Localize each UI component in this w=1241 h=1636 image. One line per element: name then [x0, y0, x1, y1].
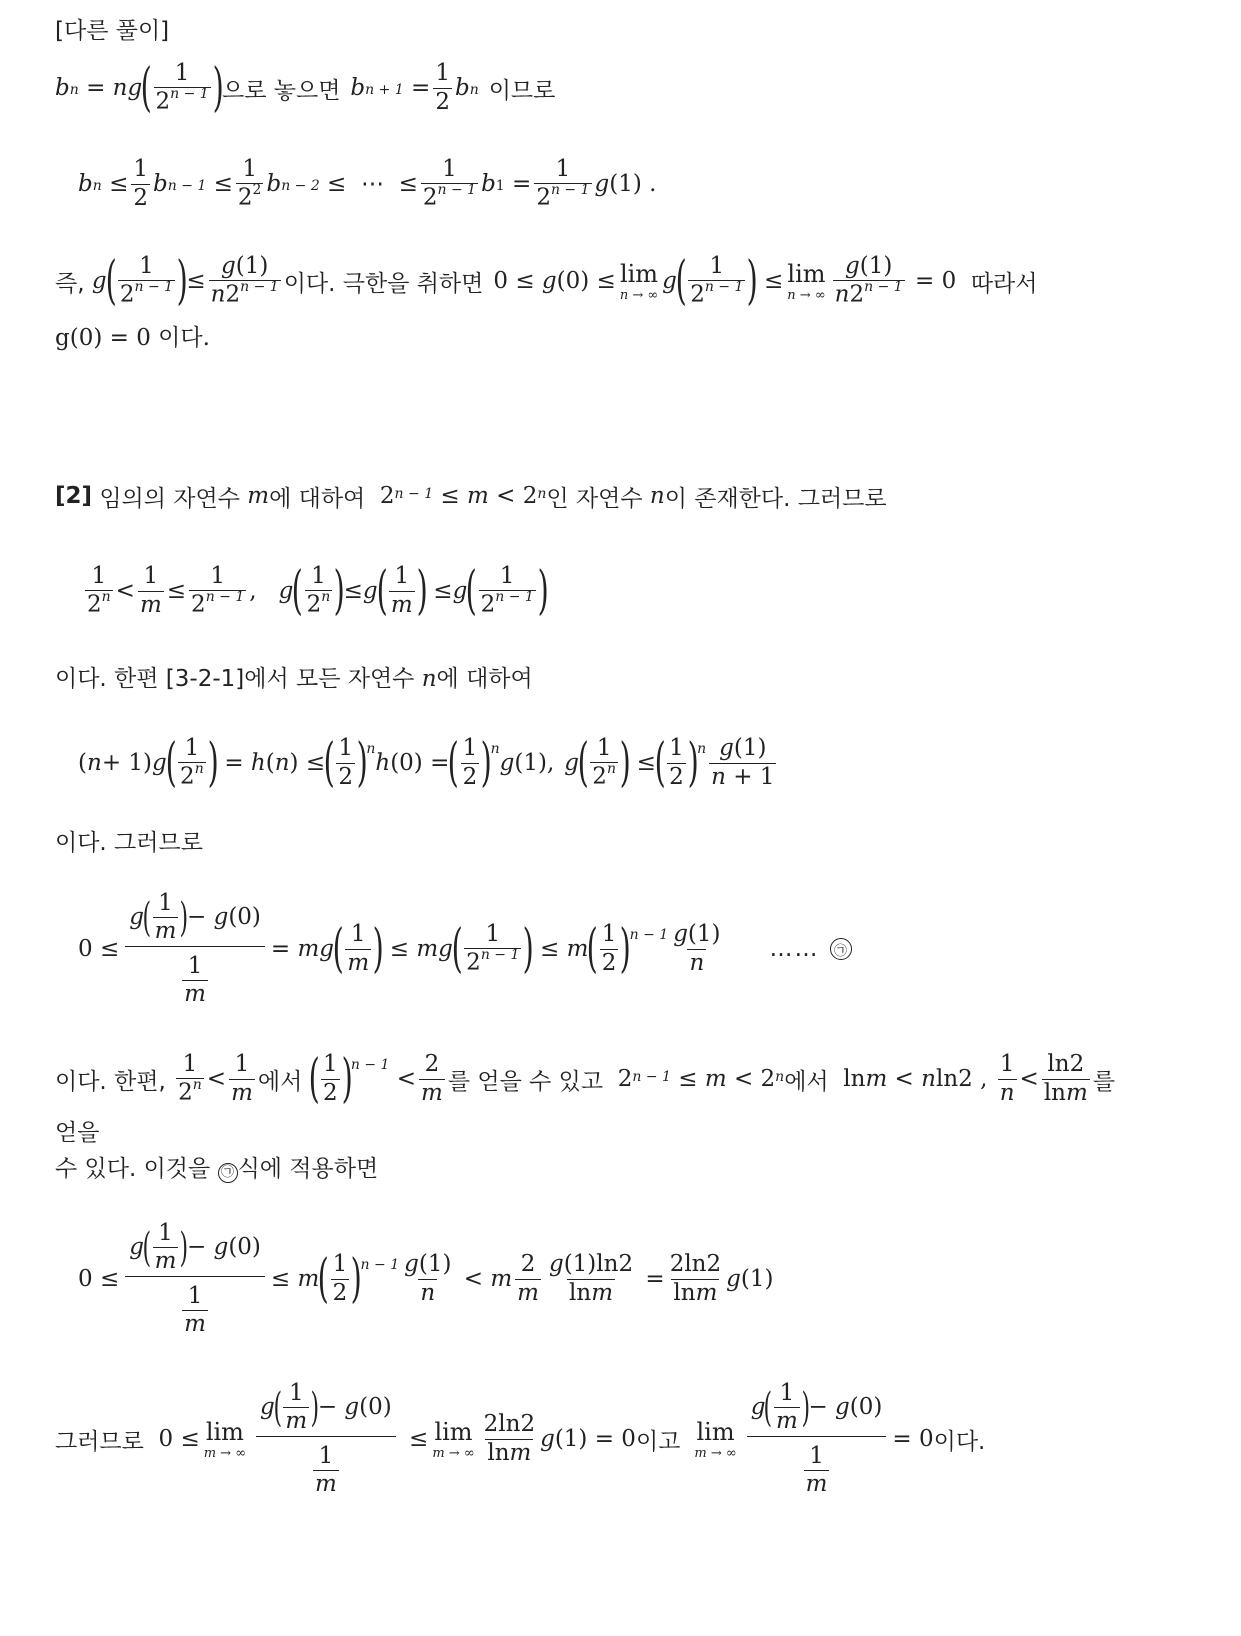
continued-text: 얻을	[55, 1120, 100, 1146]
apply-text: 수 있다. 이것을 ㉠ 식에 적용하면	[55, 1156, 379, 1182]
difference-quotient-line: 0 ≤ g ( $\frac{1}{m}$ ) − g (0) $\frac{1}{m}$ = mg ( $\frac{1}{m}$ ) ≤ mg ( $\frac{1}{2^{n - 1}}$ ) ≤ m ( $\frac{1}{2}$ ) n − 1 $\frac{g(1)}{n}$ …… ㉠	[78, 888, 852, 1010]
marker-circle-label: ㉠	[830, 938, 852, 960]
applied-inequality: 0 ≤ g ( $\frac{1}{m}$ ) − g (0) $\frac{1}{m}$ ≤ m ( $\frac{1}{2}$ ) n − 1 $\frac{g(1)}{n}$ < m $\frac{2}{m}$ $\frac{g(1)\ln 2}{\ln m}$ = $\frac{2\ln 2}{\ln m}$ g (1)	[78, 1219, 774, 1337]
conclusion-line: g(0) = 0 이다.	[55, 325, 210, 351]
final-limit-line: 그러므로 0 ≤ lim m → ∞ g ( $\frac{1}{m}$ ) − g (0) $\frac{1}{m}$ ≤ lim m → ∞ $\frac{2\ln 2}{\ln m}$ g (1) = 0 이고 lim m → ∞ g ( $\frac{1}{m}$ ) − g (0) $\frac{1}{m}$ = 0 이다.	[55, 1379, 986, 1497]
inequality-chain: b n ≤ $\frac{1}{2}$ b n − 1 ≤ $\frac{1}{2^2}$ b n − 2 ≤ ⋯ ≤ $\frac{1}{2^{n - 1}}$ b 1 = $\frac{1}{2^{n - 1}}$ g (1) .	[78, 155, 657, 211]
bounds-line: $\frac{1}{2^n}$ < $\frac{1}{m}$ ≤ $\frac{1}{2^{n - 1}}$ , g ( $\frac{1}{2^n}$ ) ≤ g ( $\frac{1}{m}$ ) ≤ g ( $\frac{1}{2^{n - 1}}$ )	[87, 561, 549, 621]
definition-line: b n = ng ( $\frac{1}{2^{n - 1}}$ ) 으로 놓으면 b n + 1 = $\frac{1}{2}$ b n 이므로	[55, 58, 556, 118]
therefore-line: 이다. 그러므로	[55, 830, 203, 856]
h-relation-line: ( n + 1) g ( $\frac{1}{2^n}$ ) = h ( n ) ≤ ( $\frac{1}{2}$ ) n h (0) = ( $\frac{1}{2}$ ) n g (1), g ( $\frac{1}{2^n}$ ) ≤ ( $\frac{1}{2}$ ) n $\frac{g(1)}{n + 1}$	[78, 733, 775, 793]
marker-circle-label: ㉠	[218, 1163, 238, 1183]
reference-line: 이다. 한편 [3-2-1]에서 모든 자연수 n에 대하여	[55, 666, 533, 692]
limit-line: 즉, g ( $\frac{1}{2^{n - 1}}$ ) ≤ $\frac{g(1)}{n2^{n - 1}}$ 이다. 극한을 취하면 0 ≤ g (0) ≤ lim n → ∞ g ( $\frac{1}{2^{n - 1}}$ ) ≤ lim n → ∞ $\frac{g(1)}{n2^{n - 1}}$ = 0 따라서	[55, 251, 1038, 311]
inequalities-derivation: 이다. 한편, $\frac{1}{2^n}$ < $\frac{1}{m}$ 에서 ( $\frac{1}{2}$ ) n − 1 < $\frac{2}{m}$ 를 얻을 수 있고 2 n − 1 ≤ m < 2 n 에서 ln m < n ln2 , $\frac{1}{n}$ < $\frac{\ln 2}{\ln m}$ 를	[55, 1049, 1116, 1109]
part2-statement: [2] 임의의 자연수 m 에 대하여 2 n − 1 ≤ m < 2 n 인 자연수 n 이 존재한다. 그러므로	[55, 483, 887, 512]
section-heading: [다른 풀이]	[55, 18, 170, 44]
